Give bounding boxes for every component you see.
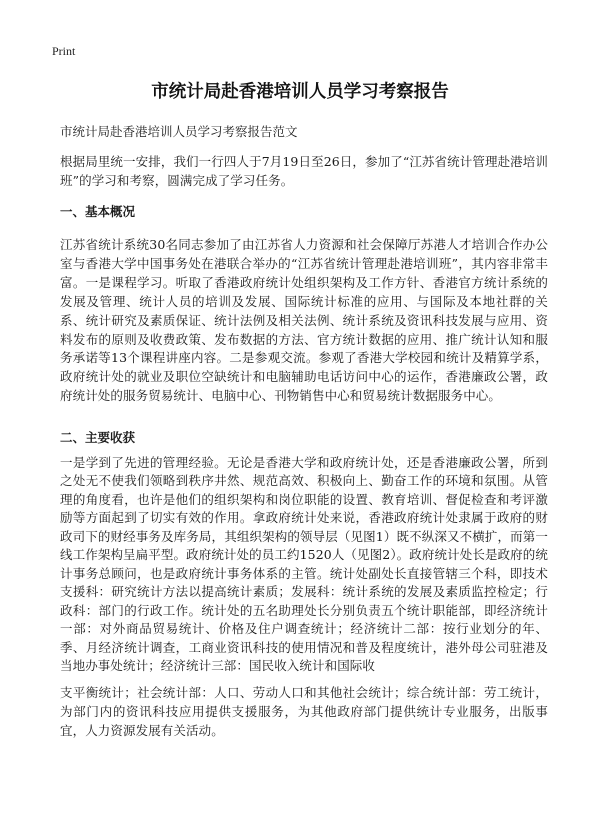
section-body-gains: 一是学到了先进的管理经验。无论是香港大学和政府统计处，还是香港廉政公署，所到之处无不使我们领略到秩序井然、规范高效、积极向上、勤奋工作的环境和氛围。从管理的角度看，也许是他们的组织架构和岗位职能的设置、教育培训、督促检查和考评激励等方面起到了切实有效的作用。拿政府统计处来说，香港政府统计处隶属于政府的财政司下的财经事务及库务局，其组织架构的领导层（见图1）既不纵深又不横扩，而第一线工作架构呈扁平型。政府统计处的员工约1520人（见图2）。政府统计处长是政府的统计事务总顾问，也是政府统计事务体系的主管。统计处副处长直接管辖三个科，即技术支援科：研究统计方法以提高统计素质；发展科：统计系统的发展及素质监控检定；行政科：部门的行政工作。统计处的五名助理处长分别负责五个统计职能部，即经济统计一部：对外商品贸易统计、价格及住户调查统计；经济统计二部：按行业划分的年、季、月经济统计调查，工商业资讯科技的使用情况和普及程度统计，港外母公司驻港及当地办事处统计；经济统计三部：国民收入统计和国际收 (60, 455, 548, 673)
section-heading-gains: 二、主要收获 (60, 430, 136, 445)
subtitle: 市统计局赴香港培训人员学习考察报告范文 (60, 124, 298, 139)
section-heading-overview: 一、基本概况 (60, 204, 136, 219)
section-body-overview: 江苏省统计系统30名同志参加了由江苏省人力资源和社会保障厅苏港人才培训合作办公室与香港大学中国事务处在港联合举办的“江苏省统计管理赴港培训班”，其内容非常丰富。一是课程学习。听取了香港政府统计处组织架构及工作方针、香港官方统计系统的发展及管理、统计人员的培训及发展、国际统计标准的应用、与国际及本地社群的关系、统计研究及素质保证、统计法例及相关法例、统计系统及资讯科技发展与应用、资料发布的原则及收费政策、发布数据的方法、官方统计数据的应用、推广统计认知和服务承诺等13个课程讲座内容。二是参观交流。参观了香港大学校园和统计及精算学系，政府统计处的就业及职位空缺统计和电脑辅助电话访问中心的运作，香港廉政公署，政府统计处的服务贸易统计、电脑中心、刊物销售中心和贸易统计数据服务中心。 (60, 237, 548, 404)
intro-paragraph: 根据局里统一安排，我们一行四人于7月19日至26日，参加了“江苏省统计管理赴港培训班”的学习和考察，圆满完成了学习任务。 (60, 154, 548, 188)
page-title: 市统计局赴香港培训人员学习考察报告 (151, 82, 449, 102)
print-link[interactable]: Print (52, 44, 76, 58)
section-body-gains-continuation: 支平衡统计；社会统计部：人口、劳动人口和其他社会统计；综合统计部：劳工统计，为部门内的资讯科技应用提供支援服务，为其他政府部门提供统计专业服务，出版事宜，人力资源发展有关活动。 (60, 685, 548, 738)
